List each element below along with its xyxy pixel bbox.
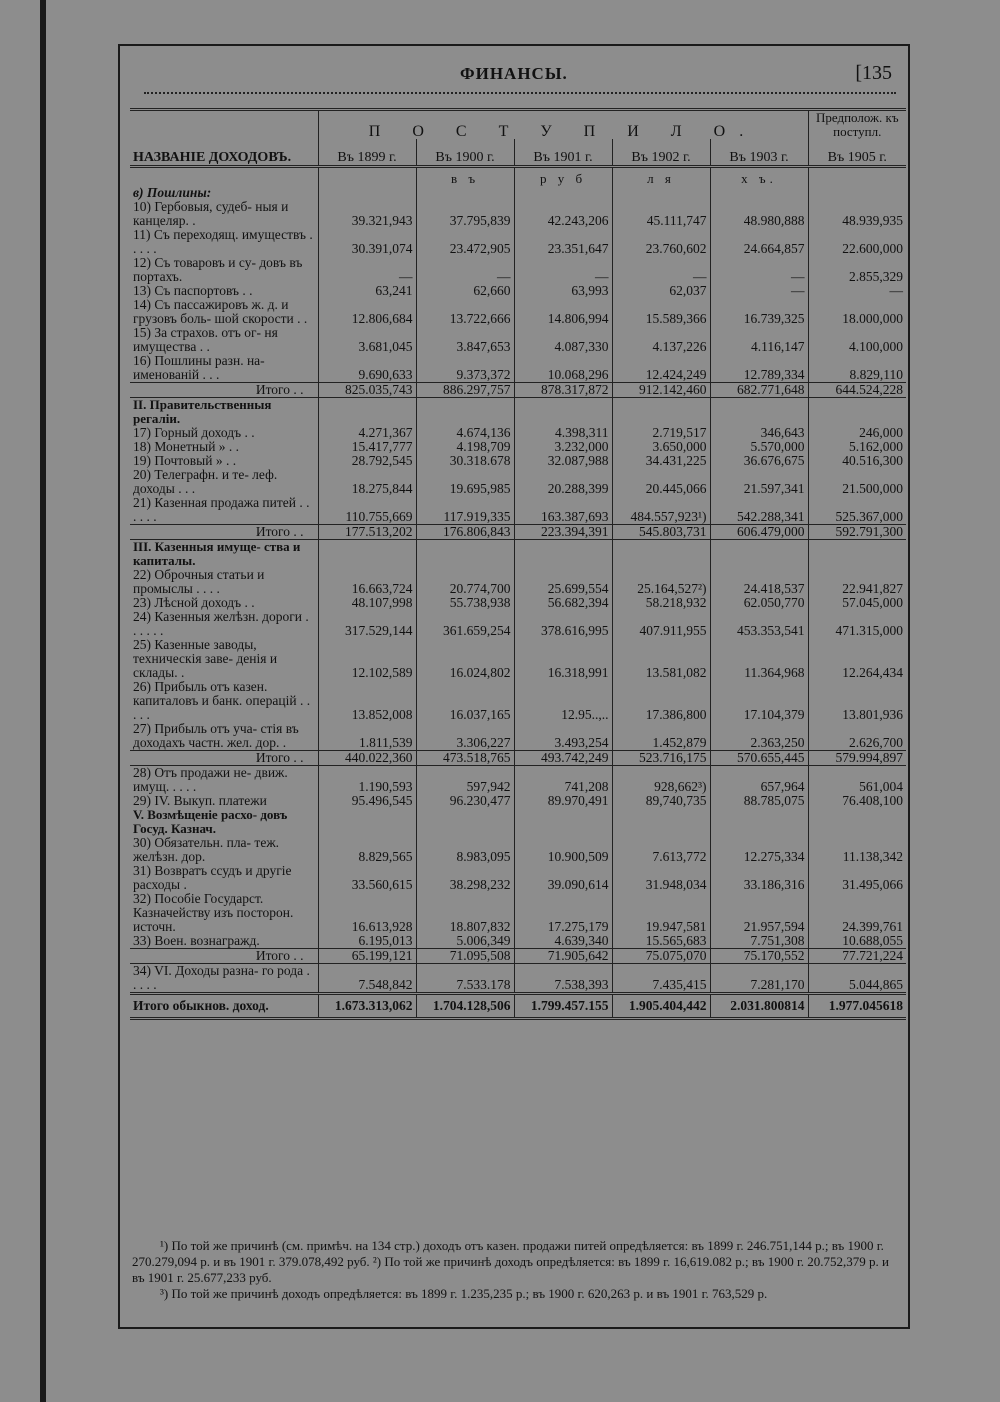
row-label: 16) Пошлины разн. на- именованій . . . [133,353,265,382]
value-cell: 12.95..,.. [514,680,612,722]
value-cell: 16.663,724 [318,568,416,596]
value-cell: 16.037,165 [416,680,514,722]
value-cell: 88.785,075 [710,794,808,808]
value-cell: 39.090,614 [514,864,612,892]
footnote: ¹) По той же причинѣ (см. примѣч. на 134 стр.) доходъ отъ казен. продажи питей опредѣляется: въ 1899 г. 246.751,144 р.; въ 1900 г. 270.279,094 р. и въ 1901 г. 379.078,492 руб. ²) По той же причинѣ доходъ опредѣляется: въ 1899 г. 16,619.082 р.; въ 1900 г. 20.752,379 р. и въ 1901 г. 25.677,233 руб. [132,1238,890,1285]
table-row [130,186,906,200]
page-title: ФИНАНСЫ. [460,64,568,83]
value-cell: 2.363,250 [710,722,808,751]
value-cell: 20.288,399 [514,468,612,496]
value-cell: 75.170,552 [710,949,808,964]
table-row [130,766,906,795]
value-cell: 15.565,683 [612,934,710,949]
value-cell: 14.806,994 [514,298,612,326]
footnote: ³) По той же причинѣ доходъ опредѣляется: въ 1899 г. 1.235,235 р.; въ 1900 г. 620,263 р. и въ 1901 г. 763,529 р. [160,1286,768,1301]
value-cell: 20.445,066 [612,468,710,496]
row-label: Итого . . [130,383,318,398]
value-cell: 3.306,227 [416,722,514,751]
row-label: 24) Казенныя желѣзн. дороги . . . . . . [133,609,309,638]
value-cell: 484.557,923¹) [612,496,710,525]
value-cell: 18.275,844 [318,468,416,496]
value-cell: 525.367,000 [808,496,906,525]
value-cell: 32.087,988 [514,454,612,468]
value-cell: 597,942 [416,766,514,795]
row-label: 20) Телеграфн. и те- леф. доходы . . . [133,467,278,496]
year-header: Въ 1900 г. [416,139,514,167]
value-cell: 545.803,731 [612,525,710,540]
value-cell [808,808,906,836]
row-label: 30) Обязательн. пла- теж. желѣзн. дор. [133,835,280,864]
table-row [130,326,906,354]
table-row [130,256,906,284]
value-cell: 928,662³) [612,766,710,795]
value-cell: 493.742,249 [514,751,612,766]
value-cell: 65.199,121 [318,949,416,964]
value-cell: 23.472,905 [416,228,514,256]
row-label: 14) Съ пассажировъ ж. д. и грузовъ боль- шой скорости . . [133,297,308,326]
subtotal-row [130,383,906,398]
unit-row [130,167,906,187]
value-cell [416,808,514,836]
value-cell: 4.271,367 [318,426,416,440]
value-cell: 76.408,100 [808,794,906,808]
value-cell: 16.613,928 [318,892,416,934]
subtotal-row [130,525,906,540]
value-cell: 18.000,000 [808,298,906,326]
value-cell: 63,241 [318,284,416,298]
value-cell: 1.905.404,442 [612,994,710,1019]
table-row [130,496,906,525]
table-row [130,596,906,610]
value-cell: 33.186,316 [710,864,808,892]
value-cell: 8.829,565 [318,836,416,864]
table-row [130,722,906,751]
value-cell: 6.195,013 [318,934,416,949]
row-label: Итого . . [130,525,318,540]
footnotes [132,1238,896,1302]
value-cell: — [808,284,906,298]
value-cell: 7.538,393 [514,964,612,994]
value-cell: 561,004 [808,766,906,795]
value-cell: 1.190,593 [318,766,416,795]
year-header: Въ 1905 г. [808,139,906,167]
value-cell: 38.298,232 [416,864,514,892]
value-cell: 4.137,226 [612,326,710,354]
value-cell: 89.970,491 [514,794,612,808]
table-row [130,934,906,949]
section-row [130,398,906,427]
value-cell: 886.297,757 [416,383,514,398]
value-cell [808,186,906,200]
value-cell: 606.479,000 [710,525,808,540]
value-cell: 177.513,202 [318,525,416,540]
value-cell: 17.386,800 [612,680,710,722]
table-row [130,568,906,596]
value-cell: 21.500,000 [808,468,906,496]
value-cell: 912.142,460 [612,383,710,398]
value-cell: — [710,256,808,284]
value-cell: 317.529,144 [318,610,416,638]
value-cell: 77.721,224 [808,949,906,964]
value-cell: 542.288,341 [710,496,808,525]
decorative-rule [144,92,896,100]
value-cell: 62,037 [612,284,710,298]
value-cell: 8.829,110 [808,354,906,383]
year-header: Въ 1899 г. [318,139,416,167]
value-cell: 16.024,802 [416,638,514,680]
row-label: 18) Монетный » . . [133,439,240,454]
value-cell: 11.138,342 [808,836,906,864]
value-cell: 1.799.457.155 [514,994,612,1019]
value-cell: 246,000 [808,426,906,440]
value-cell: 13.852,008 [318,680,416,722]
column-group-expected: Предполож. къ поступл. [815,110,899,139]
value-cell [710,540,808,569]
value-cell: — [710,284,808,298]
table-row [130,354,906,383]
value-cell: 42.243,206 [514,200,612,228]
value-cell: 48.939,935 [808,200,906,228]
value-cell: 40.516,300 [808,454,906,468]
row-label: 29) IV. Выкуп. платежи [133,793,267,808]
value-cell [612,186,710,200]
row-label: Итого . . [130,949,318,964]
value-cell: 15.417,777 [318,440,416,454]
value-cell: 657,964 [710,766,808,795]
table-row [130,610,906,638]
value-cell: 48.107,998 [318,596,416,610]
value-cell [710,398,808,427]
section-row [130,540,906,569]
value-cell: 31.495,066 [808,864,906,892]
value-cell: 8.983,095 [416,836,514,864]
value-cell: 12.102,589 [318,638,416,680]
value-cell: 9.373,372 [416,354,514,383]
row-label: V. Возмѣщеніе расхо- довъ Госуд. Казнач. [133,807,288,836]
row-label: 31) Возвратъ ссудъ и другіе расходы . [133,863,292,892]
row-label: 27) Прибыль отъ уча- стія въ доходахъ частн. жел. дор. . [133,721,299,750]
value-cell: 19.695,985 [416,468,514,496]
value-cell [808,540,906,569]
value-cell: 15.589,366 [612,298,710,326]
value-cell: 163.387,693 [514,496,612,525]
value-cell: 19.947,581 [612,892,710,934]
value-cell: 682.771,648 [710,383,808,398]
value-cell: 579.994,897 [808,751,906,766]
value-cell: 12.789,334 [710,354,808,383]
value-cell: 30.318.678 [416,454,514,468]
value-cell: 5.006,349 [416,934,514,949]
row-label: Итого . . [130,751,318,766]
finance-table [130,108,906,1020]
value-cell: 1.977.045618 [808,994,906,1019]
value-cell: 89,740,735 [612,794,710,808]
value-cell: 75.075,070 [612,949,710,964]
value-cell: 56.682,394 [514,596,612,610]
table-row [130,228,906,256]
value-cell: 17.104,379 [710,680,808,722]
value-cell: — [416,256,514,284]
value-cell: 3.493,254 [514,722,612,751]
value-cell [612,808,710,836]
value-cell: 644.524,228 [808,383,906,398]
table-row [130,200,906,228]
value-cell: 5.162,000 [808,440,906,454]
value-cell: 361.659,254 [416,610,514,638]
table-row [130,680,906,722]
value-cell: 4.087,330 [514,326,612,354]
row-label: 22) Оброчныя статьи и промыслы . . . . [133,567,265,596]
value-cell: 2.855,329 [808,256,906,284]
row-label: 12) Съ товаровъ и су- довъ въ портахъ. [133,255,303,284]
row-label: 11) Съ переходящ. имуществъ . . . . . [133,227,313,256]
value-cell: 22.600,000 [808,228,906,256]
value-cell: 63,993 [514,284,612,298]
year-header: Въ 1902 г. [612,139,710,167]
row-label: 19) Почтовый » . . [133,453,237,468]
value-cell [710,808,808,836]
value-cell: 25.699,554 [514,568,612,596]
value-cell [318,398,416,427]
value-cell: 62.050,770 [710,596,808,610]
row-label: Итого обыкнов. доход. [130,994,318,1019]
value-cell: 407.911,955 [612,610,710,638]
value-cell: 741,208 [514,766,612,795]
value-cell: 7.435,415 [612,964,710,994]
value-cell: 2.719,517 [612,426,710,440]
value-cell: 9.690,633 [318,354,416,383]
value-cell: 57.045,000 [808,596,906,610]
value-cell: 453.353,541 [710,610,808,638]
value-cell: — [612,256,710,284]
unit-label [808,167,906,187]
value-cell: 58.218,932 [612,596,710,610]
unit-label [318,167,416,187]
value-cell [318,540,416,569]
value-cell [612,540,710,569]
value-cell: 7.548,842 [318,964,416,994]
row-label: 33) Воен. вознагражд. [133,933,260,948]
row-label: 13) Съ паспортовъ . . [133,283,253,298]
value-cell: 346,643 [710,426,808,440]
value-cell: 1.452,879 [612,722,710,751]
value-cell [514,808,612,836]
value-cell: 523.716,175 [612,751,710,766]
row-label: II. Правительственныя регаліи. [133,397,272,426]
value-cell: 36.676,675 [710,454,808,468]
row-label: 15) За страхов. отъ ог- ня имущества . . [133,325,278,354]
page-header [120,64,908,92]
value-cell: 33.560,615 [318,864,416,892]
table-row [130,836,906,864]
value-cell: 62,660 [416,284,514,298]
value-cell: 17.275,179 [514,892,612,934]
value-cell: 3.847,653 [416,326,514,354]
document-page [118,44,910,1329]
row-label: III. Казенныя имуще- ства и капиталы. [133,539,301,568]
value-cell: 570.655,445 [710,751,808,766]
table-row [130,468,906,496]
value-cell: 7.533.178 [416,964,514,994]
unit-label: в ъ [416,167,514,187]
value-cell: 24.418,537 [710,568,808,596]
value-cell: — [514,256,612,284]
value-cell: 176.806,843 [416,525,514,540]
value-cell: 95.496,545 [318,794,416,808]
value-cell: 24.664,857 [710,228,808,256]
value-cell: 25.164,527²) [612,568,710,596]
value-cell: 4.116,147 [710,326,808,354]
value-cell: 21.597,341 [710,468,808,496]
value-cell: 440.022,360 [318,751,416,766]
value-cell [808,398,906,427]
value-cell [514,398,612,427]
value-cell: 11.364,968 [710,638,808,680]
value-cell: 21.957,594 [710,892,808,934]
value-cell: 10.068,296 [514,354,612,383]
row-label: 17) Горный доходъ . . [133,425,255,440]
value-cell: 22.941,827 [808,568,906,596]
row-label: 25) Казенные заводы, техническія заве- денія и склады. . [133,637,278,680]
column-header-name: НАЗВАНІЕ ДОХОДОВЪ. [133,150,292,165]
value-cell: 7.613,772 [612,836,710,864]
value-cell: 3.681,045 [318,326,416,354]
value-cell: 7.281,170 [710,964,808,994]
value-cell: 878.317,872 [514,383,612,398]
value-cell: 30.391,074 [318,228,416,256]
year-header: Въ 1901 г. [514,139,612,167]
value-cell: 12.264,434 [808,638,906,680]
value-cell: 4.674,136 [416,426,514,440]
table-row [130,426,906,440]
table-row [130,284,906,298]
value-cell: 1.673.313,062 [318,994,416,1019]
table-row [130,440,906,454]
value-cell: 71.095,508 [416,949,514,964]
value-cell: 13.801,936 [808,680,906,722]
row-label: 34) VI. Доходы разна- го рода . . . . . [133,963,310,992]
value-cell: 10.900,509 [514,836,612,864]
value-cell: 12.275,334 [710,836,808,864]
subtotal-row [130,751,906,766]
unit-label: р у б [514,167,612,187]
row-label: 26) Прибыль отъ казен. капиталовъ и банк. операцій . . . . . [133,679,311,722]
value-cell: 20.774,700 [416,568,514,596]
value-cell: 223.394,391 [514,525,612,540]
value-cell [514,540,612,569]
value-cell: 4.398,311 [514,426,612,440]
value-cell: 28.792,545 [318,454,416,468]
value-cell [710,186,808,200]
value-cell: 34.431,225 [612,454,710,468]
value-cell [416,398,514,427]
value-cell [416,186,514,200]
value-cell [612,398,710,427]
value-cell: 5.570,000 [710,440,808,454]
value-cell: 2.626,700 [808,722,906,751]
book-spine-shadow [40,0,46,1402]
row-label: в) Пошлины: [133,185,212,200]
table-row [130,638,906,680]
value-cell [416,540,514,569]
value-cell: 23.351,647 [514,228,612,256]
row-label: 21) Казенная продажа питей . . . . . . [133,495,310,524]
value-cell: 39.321,943 [318,200,416,228]
table-row [130,454,906,468]
value-cell: 45.111,747 [612,200,710,228]
value-cell: 31.948,034 [612,864,710,892]
value-cell [318,186,416,200]
value-cell: 16.318,991 [514,638,612,680]
value-cell: 7.751,308 [710,934,808,949]
grand-total-row [130,994,906,1019]
value-cell: 1.704.128,506 [416,994,514,1019]
unit-label: х ъ. [710,167,808,187]
value-cell: 55.738,938 [416,596,514,610]
value-cell: 117.919,335 [416,496,514,525]
value-cell: 3.232,000 [514,440,612,454]
value-cell: 24.399,761 [808,892,906,934]
value-cell: 2.031.800814 [710,994,808,1019]
value-cell: 378.616,995 [514,610,612,638]
unit-label: л я [612,167,710,187]
value-cell: 96.230,477 [416,794,514,808]
year-header: Въ 1903 г. [710,139,808,167]
value-cell: 3.650,000 [612,440,710,454]
table-row [130,892,906,934]
value-cell: 13.581,082 [612,638,710,680]
value-cell: 4.639,340 [514,934,612,949]
value-cell: — [318,256,416,284]
value-cell: 13.722,666 [416,298,514,326]
row-label: 32) Пособіе Государст. Казначейству изъ посторон. источн. [133,891,294,934]
subtotal-row [130,949,906,964]
value-cell: 10.688,055 [808,934,906,949]
value-cell: 48.980,888 [710,200,808,228]
value-cell: 471.315,000 [808,610,906,638]
value-cell: 592.791,300 [808,525,906,540]
value-cell: 12.806,684 [318,298,416,326]
value-cell: 71.905,642 [514,949,612,964]
row-label: 28) Отъ продажи не- движ. имущ. . . . . [133,765,288,794]
column-group-received: П О С Т У П И Л О. [318,110,808,140]
value-cell: 4.100,000 [808,326,906,354]
value-cell: 473.518,765 [416,751,514,766]
page-number: [135 [855,62,892,84]
row-label: 10) Гербовыя, судеб- ныя и канцеляр. . [133,199,289,228]
value-cell: 12.424,249 [612,354,710,383]
value-cell [318,808,416,836]
value-cell: 1.811,539 [318,722,416,751]
table-row [130,964,906,994]
value-cell [514,186,612,200]
table-row [130,864,906,892]
row-label: 23) Лѣсной доходъ . . [133,595,255,610]
value-cell: 4.198,709 [416,440,514,454]
value-cell: 23.760,602 [612,228,710,256]
table-row [130,794,906,808]
value-cell: 5.044,865 [808,964,906,994]
value-cell: 37.795,839 [416,200,514,228]
section-row [130,808,906,836]
value-cell: 825.035,743 [318,383,416,398]
table-row [130,298,906,326]
value-cell: 16.739,325 [710,298,808,326]
value-cell: 110.755,669 [318,496,416,525]
value-cell: 18.807,832 [416,892,514,934]
